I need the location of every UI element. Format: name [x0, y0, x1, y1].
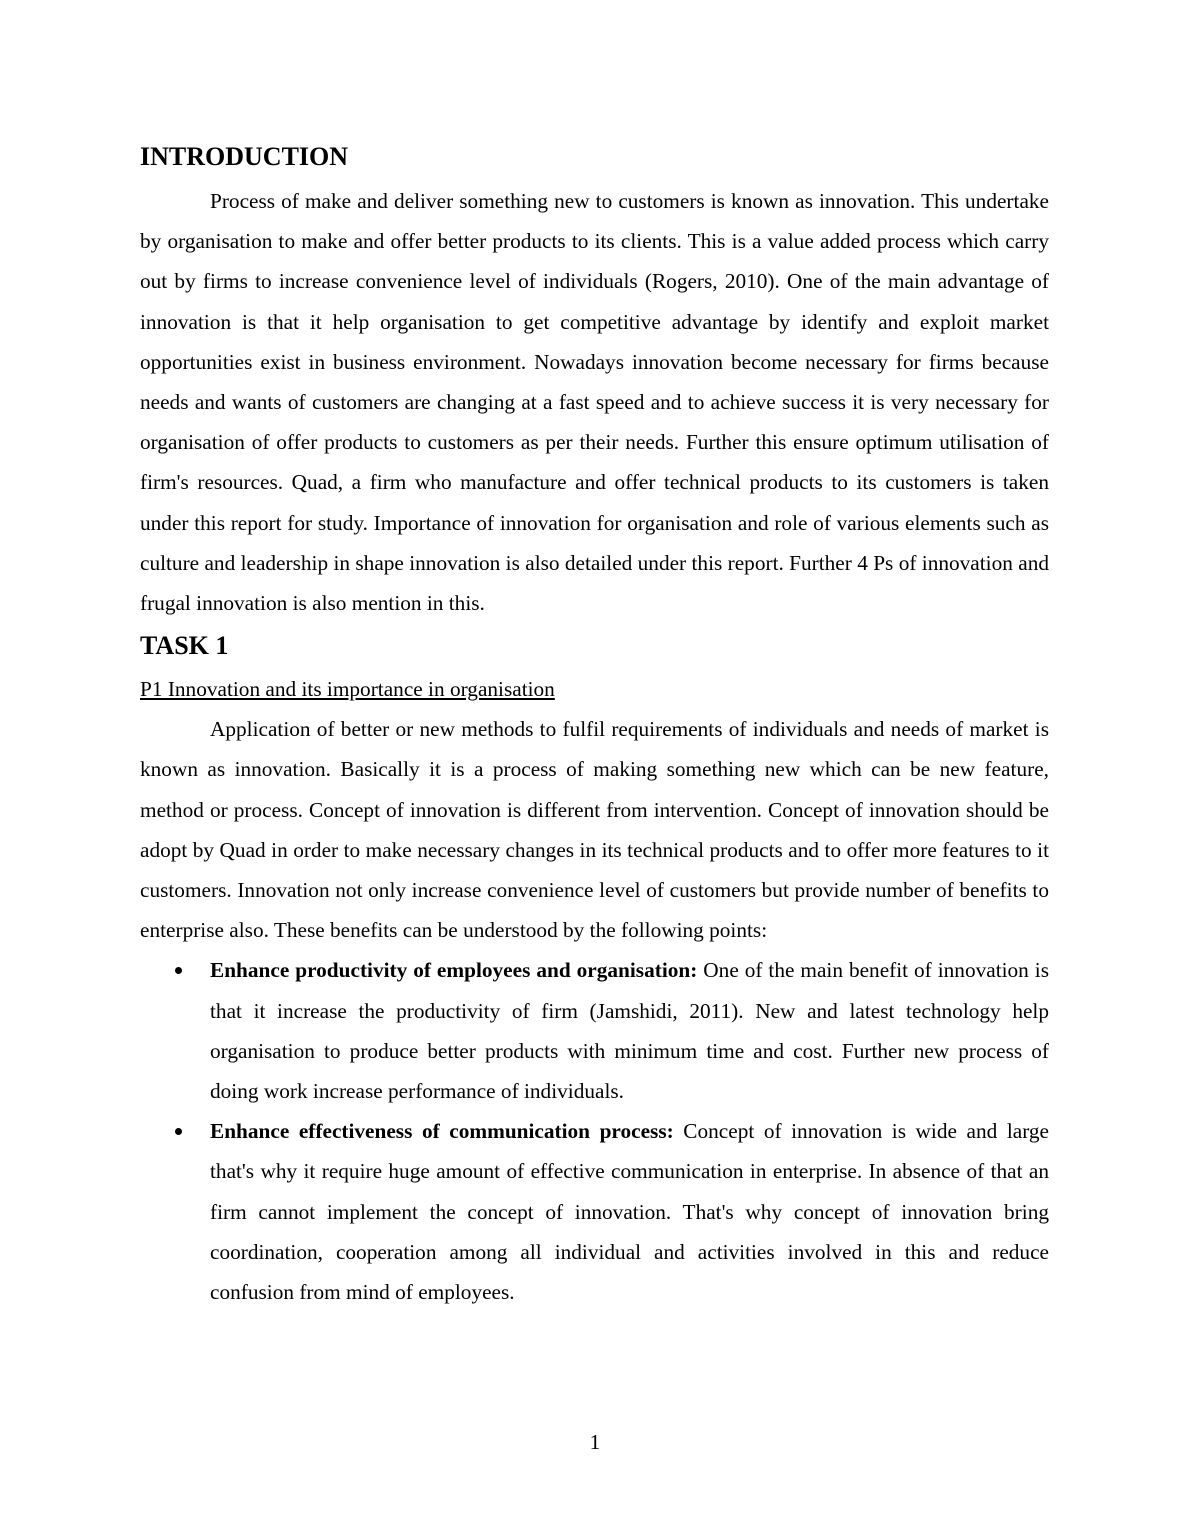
benefits-list: [140, 950, 1049, 1312]
page-number: 1: [589, 1430, 601, 1454]
p1-subheading: P1 Innovation and its importance in organisation: [140, 677, 555, 702]
task1-heading: TASK 1: [140, 631, 229, 661]
bullet-icon: [175, 1128, 182, 1135]
list-item: [210, 1111, 1049, 1312]
bullet-text: One of the main benefit of innovation is that it increase the productivity of firm (Jamshidi, 2011). New and latest technology help organisation to produce better products with minimum time and cost. Further new process of doing work increase performance of individuals.: [210, 958, 1049, 1104]
introduction-heading: INTRODUCTION: [140, 142, 349, 171]
bullet-icon: [175, 967, 182, 974]
document-page: [140, 140, 1049, 1312]
bullet-text: Concept of innovation is wide and large that's why it require huge amount of effective communication in enterprise. In absence of that an firm cannot implement the concept of innovation. That's why concept of innovation bring coordination, cooperation among all individual and activities involved in this and reduce confusion from mind of employees.: [210, 1119, 1050, 1305]
bullet-title: Enhance effectiveness of communication process:: [210, 1119, 674, 1144]
task1-paragraph: Application of better or new methods to fulfil requirements of individuals and needs of market is known as innovation. Basically it is a process of making something new which can be new feature, method or process. Concept of innovation is different from intervention. Concept of innovation should be adopt by Quad in order to make necessary changes in its technical products and to offer more features to it customers. Innovation not only increase convenience level of customers but provide number of benefits to enterprise also. These benefits can be understood by the following points:: [140, 717, 1049, 943]
introduction-paragraph: Process of make and deliver something new to customers is known as innovation. This undertake by organisation to make and offer better products to its clients. This is a value added process which carry out by firms to increase convenience level of individuals (Rogers, 2010). One of the main advantage of innovation is that it help organisation to get competitive advantage by identify and exploit market opportunities exist in business environment. Nowadays innovation become necessary for firms because needs and wants of customers are changing at a fast speed and to achieve success it is very necessary for organisation of offer products to customers as per their needs. Further this ensure optimum utilisation of firm's resources. Quad, a firm who manufacture and offer technical products to its customers is taken under this report for study. Importance of innovation for organisation and role of various elements such as culture and leadership in shape innovation is also detailed under this report. Further 4 Ps of innovation and frugal innovation is also mention in this.: [140, 189, 1049, 616]
list-item: [210, 950, 1049, 1111]
bullet-title: Enhance productivity of employees and organisation:: [210, 958, 698, 983]
